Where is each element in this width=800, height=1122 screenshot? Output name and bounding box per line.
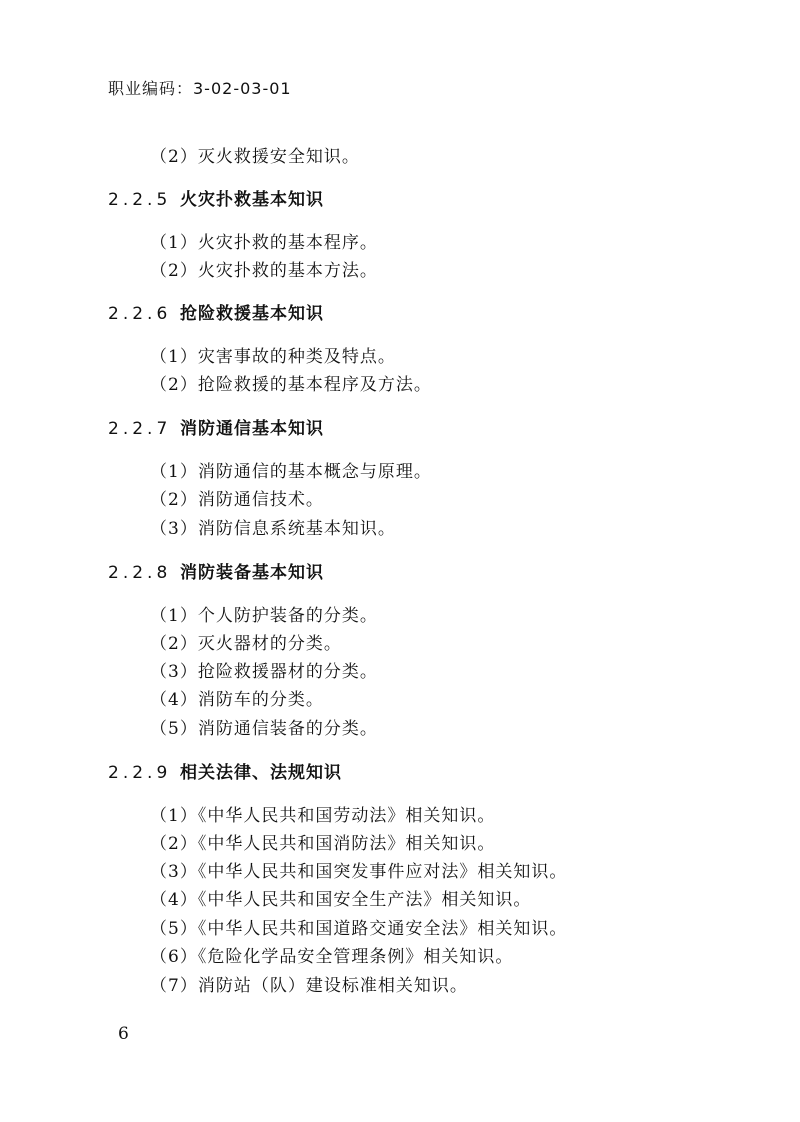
list-item: （2）消防通信技术。 [150,490,324,510]
list-item: （5）《中华人民共和国道路交通安全法》相关知识。 [150,919,568,939]
page-number: 6 [118,1024,129,1044]
list-item: （4）消防车的分类。 [150,690,324,710]
occupation-code-header: 职业编码：3-02-03-01 [108,79,292,98]
list-item: （7）消防站（队）建设标准相关知识。 [150,976,468,996]
section-heading-2-2-9 [108,762,342,784]
list-item: （4）《中华人民共和国安全生产法》相关知识。 [150,890,532,910]
list-item: （5）消防通信装备的分类。 [150,719,378,739]
section-title: 相关法律、法规知识 [180,763,342,783]
section-number: 2.2.7 [108,419,172,439]
section-heading-2-2-5 [108,189,324,211]
list-item: （1）火灾扑救的基本程序。 [150,233,378,253]
section-number: 2.2.6 [108,304,172,324]
list-item: （3）抢险救援器材的分类。 [150,662,378,682]
section-title: 消防装备基本知识 [180,563,324,583]
list-item: （6）《危险化学品安全管理条例》相关知识。 [150,947,514,967]
list-item: （2）灭火救援安全知识。 [150,147,360,167]
section-number: 2.2.5 [108,190,172,210]
section-title: 消防通信基本知识 [180,419,324,439]
list-item: （2）火灾扑救的基本方法。 [150,261,378,281]
list-item: （3）《中华人民共和国突发事件应对法》相关知识。 [150,862,568,882]
list-item: （1）灾害事故的种类及特点。 [150,347,396,367]
section-heading-2-2-8 [108,562,324,584]
section-number: 2.2.8 [108,563,172,583]
list-item: （3）消防信息系统基本知识。 [150,519,396,539]
list-item: （1）个人防护装备的分类。 [150,606,378,626]
list-item: （2）《中华人民共和国消防法》相关知识。 [150,834,496,854]
section-heading-2-2-6 [108,303,324,325]
list-item: （1）《中华人民共和国劳动法》相关知识。 [150,806,496,826]
section-number: 2.2.9 [108,763,172,783]
section-heading-2-2-7 [108,418,324,440]
list-item: （2）灭火器材的分类。 [150,634,342,654]
list-item: （2）抢险救援的基本程序及方法。 [150,375,432,395]
list-item: （1）消防通信的基本概念与原理。 [150,462,432,482]
section-title: 抢险救援基本知识 [180,304,324,324]
section-title: 火灾扑救基本知识 [180,190,324,210]
